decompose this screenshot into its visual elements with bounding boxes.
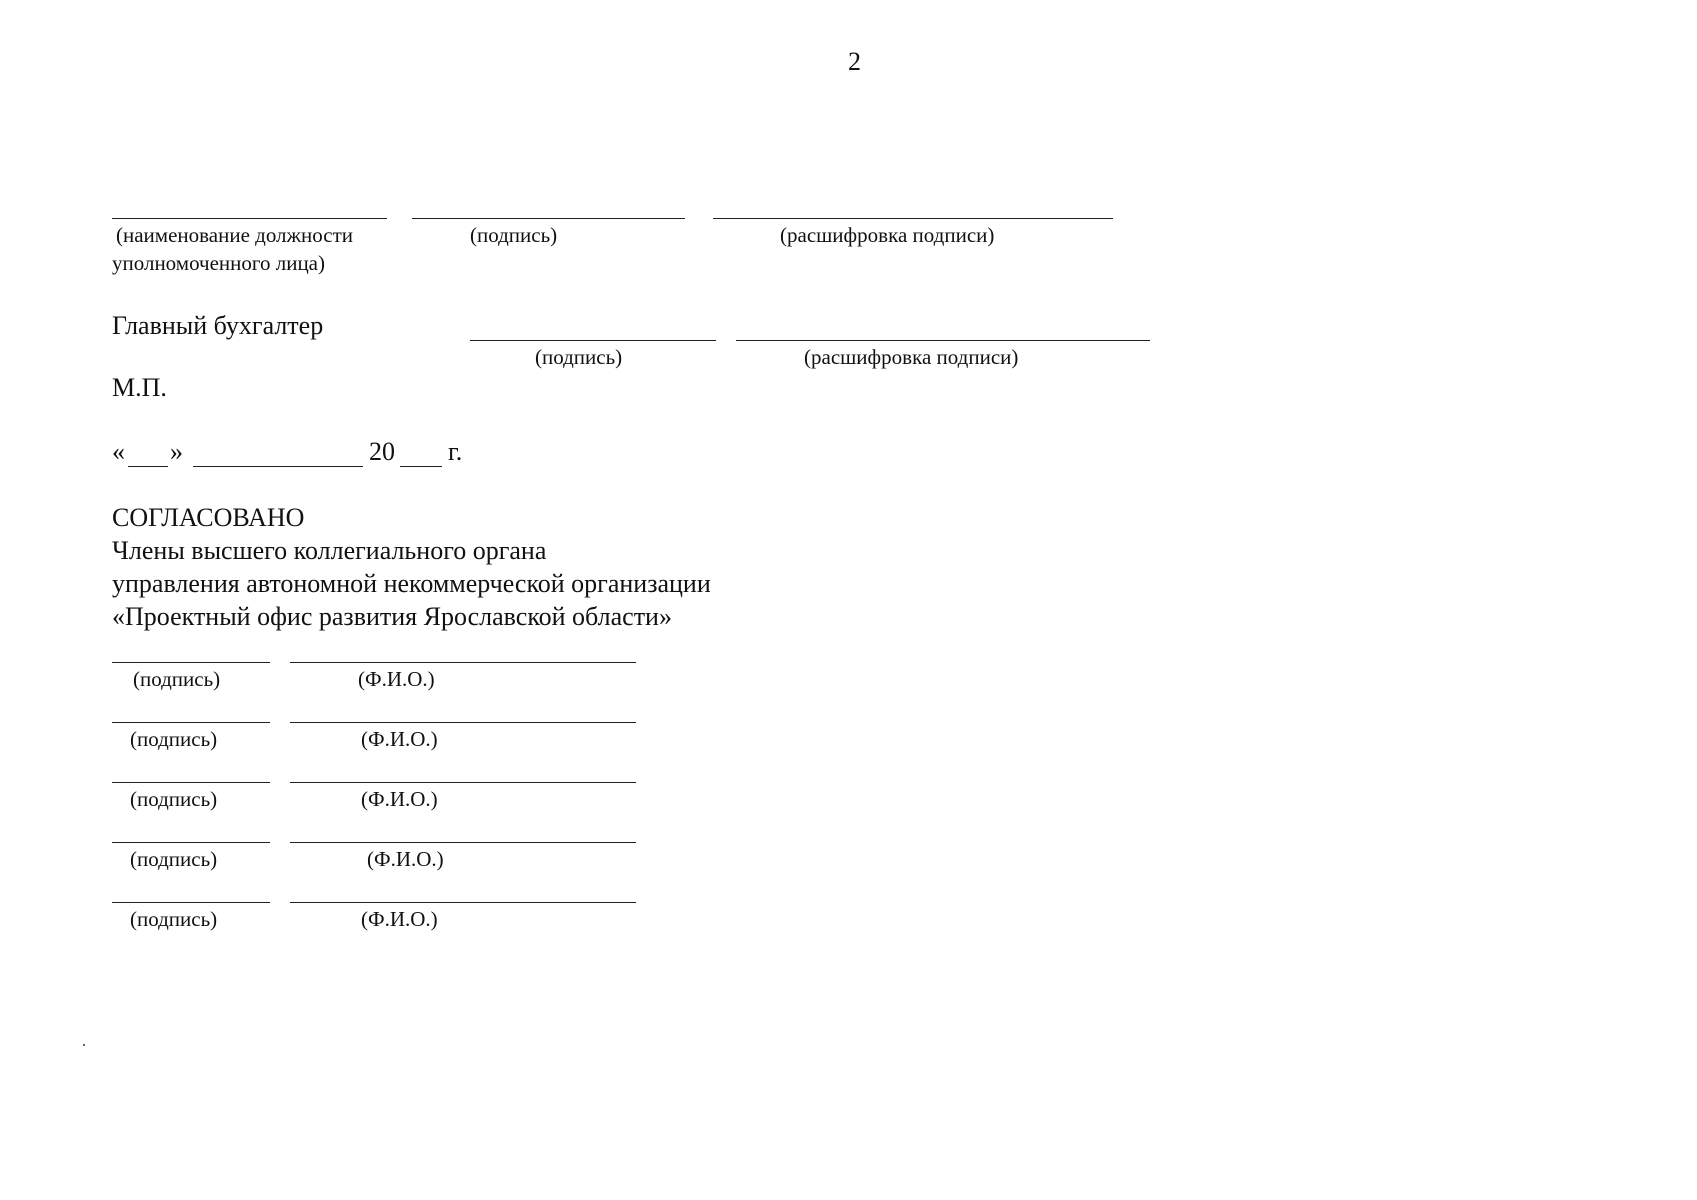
date-day-line[interactable] bbox=[128, 466, 168, 467]
approval-line1: Члены высшего коллегиального органа bbox=[112, 536, 547, 565]
member-name-caption: (Ф.И.О.) bbox=[361, 907, 438, 931]
chief-accountant-signature-line[interactable] bbox=[470, 340, 716, 341]
page-number: 2 bbox=[848, 47, 861, 76]
date-close-quote: » bbox=[170, 437, 183, 466]
member-signature-caption: (подпись) bbox=[130, 847, 218, 871]
approval-line2: управления автономной некоммерческой организации bbox=[112, 569, 711, 598]
member-name-line[interactable] bbox=[290, 662, 636, 663]
member-signature-caption: (подпись) bbox=[130, 907, 218, 931]
member-name-line[interactable] bbox=[290, 722, 636, 723]
chief-accountant-title: Главный бухгалтер bbox=[112, 311, 324, 340]
member-name-line[interactable] bbox=[290, 842, 636, 843]
date-year-prefix: 20 bbox=[369, 437, 395, 466]
member-signature-line[interactable] bbox=[112, 722, 270, 723]
member-name-caption: (Ф.И.О.) bbox=[361, 727, 438, 751]
scan-speck bbox=[83, 1044, 85, 1046]
approval-line3: «Проектный офис развития Ярославской области» bbox=[112, 602, 672, 631]
position-caption-line2: уполномоченного лица) bbox=[112, 251, 325, 275]
member-name-caption: (Ф.И.О.) bbox=[361, 787, 438, 811]
approval-heading: СОГЛАСОВАНО bbox=[112, 503, 305, 532]
date-open-quote: « bbox=[112, 437, 125, 466]
member-signature-line[interactable] bbox=[112, 842, 270, 843]
member-name-caption: (Ф.И.О.) bbox=[358, 667, 435, 691]
chief-accountant-signature-caption: (подпись) bbox=[535, 345, 623, 369]
member-signature-caption: (подпись) bbox=[130, 787, 218, 811]
member-signature-line[interactable] bbox=[112, 782, 270, 783]
signature-decoding-line[interactable] bbox=[713, 218, 1113, 219]
member-signature-caption: (подпись) bbox=[133, 667, 221, 691]
seal-mark: М.П. bbox=[112, 373, 167, 402]
chief-accountant-decoding-caption: (расшифровка подписи) bbox=[804, 345, 1019, 369]
signature-decoding-caption: (расшифровка подписи) bbox=[780, 223, 995, 247]
date-year-suffix: г. bbox=[448, 437, 463, 466]
member-name-line[interactable] bbox=[290, 902, 636, 903]
member-signature-line[interactable] bbox=[112, 662, 270, 663]
date-year-line[interactable] bbox=[400, 466, 442, 467]
position-caption-line1: (наименование должности bbox=[116, 223, 354, 247]
member-signature-line[interactable] bbox=[112, 902, 270, 903]
chief-accountant-decoding-line[interactable] bbox=[736, 340, 1150, 341]
signature-caption: (подпись) bbox=[470, 223, 558, 247]
member-signature-caption: (подпись) bbox=[130, 727, 218, 751]
position-line[interactable] bbox=[112, 218, 387, 219]
member-name-caption: (Ф.И.О.) bbox=[367, 847, 444, 871]
date-month-line[interactable] bbox=[193, 466, 363, 467]
member-name-line[interactable] bbox=[290, 782, 636, 783]
signature-line[interactable] bbox=[412, 218, 685, 219]
